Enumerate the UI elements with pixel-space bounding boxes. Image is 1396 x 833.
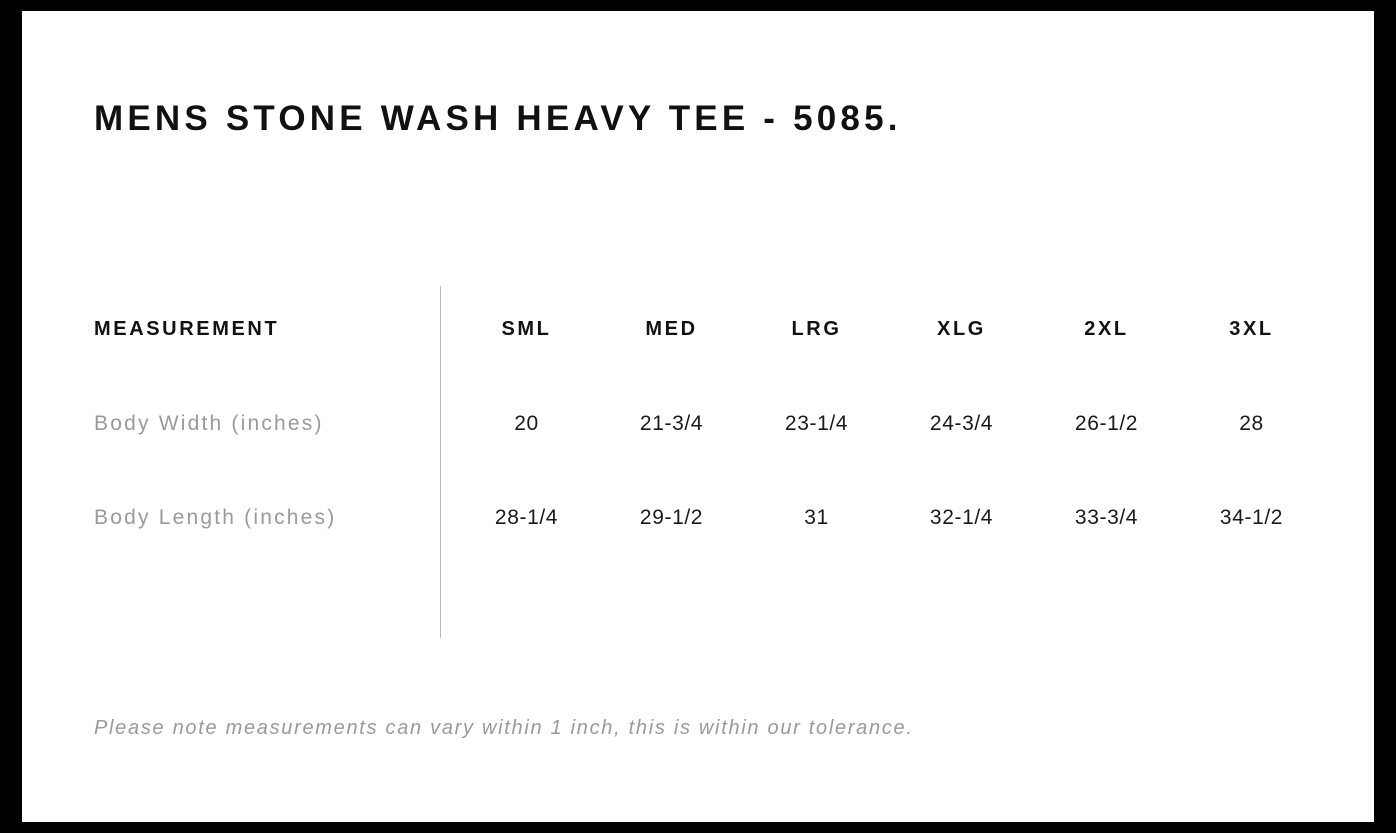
cell-body-length-sml: 28-1/4	[494, 506, 559, 529]
column-header-measurement: MEASUREMENT	[94, 317, 280, 340]
cell-body-length-3xl: 34-1/2	[1219, 506, 1284, 529]
table-header-row	[94, 281, 1324, 377]
column-header-sml: SML	[501, 317, 552, 340]
cell-body-length-xlg: 32-1/4	[929, 506, 994, 529]
size-table-container	[94, 281, 1324, 565]
cell-body-length-med: 29-1/2	[639, 506, 704, 529]
cell-body-width-lrg: 23-1/4	[784, 412, 849, 435]
cell-body-width-3xl: 28	[1239, 412, 1264, 435]
tolerance-note: Please note measurements can vary within 1 inch, this is within our tolerance.	[94, 717, 914, 739]
column-header-lrg: LRG	[791, 317, 842, 340]
page-title: MENS STONE WASH HEAVY TEE - 5085.	[94, 99, 902, 138]
size-table	[94, 281, 1324, 565]
column-header-3xl: 3XL	[1229, 317, 1274, 340]
cell-body-width-sml: 20	[514, 412, 539, 435]
column-header-xlg: XLG	[937, 317, 986, 340]
row-label-body-width: Body Width (inches)	[94, 412, 324, 435]
cell-body-length-2xl: 33-3/4	[1074, 506, 1139, 529]
cell-body-width-2xl: 26-1/2	[1074, 412, 1139, 435]
cell-body-length-lrg: 31	[804, 506, 829, 529]
size-chart-sheet	[22, 11, 1374, 822]
table-row	[94, 377, 1324, 471]
cell-body-width-xlg: 24-3/4	[929, 412, 994, 435]
table-row	[94, 471, 1324, 565]
row-label-body-length: Body Length (inches)	[94, 506, 337, 529]
column-header-2xl: 2XL	[1084, 317, 1129, 340]
column-header-med: MED	[645, 317, 698, 340]
cell-body-width-med: 21-3/4	[639, 412, 704, 435]
